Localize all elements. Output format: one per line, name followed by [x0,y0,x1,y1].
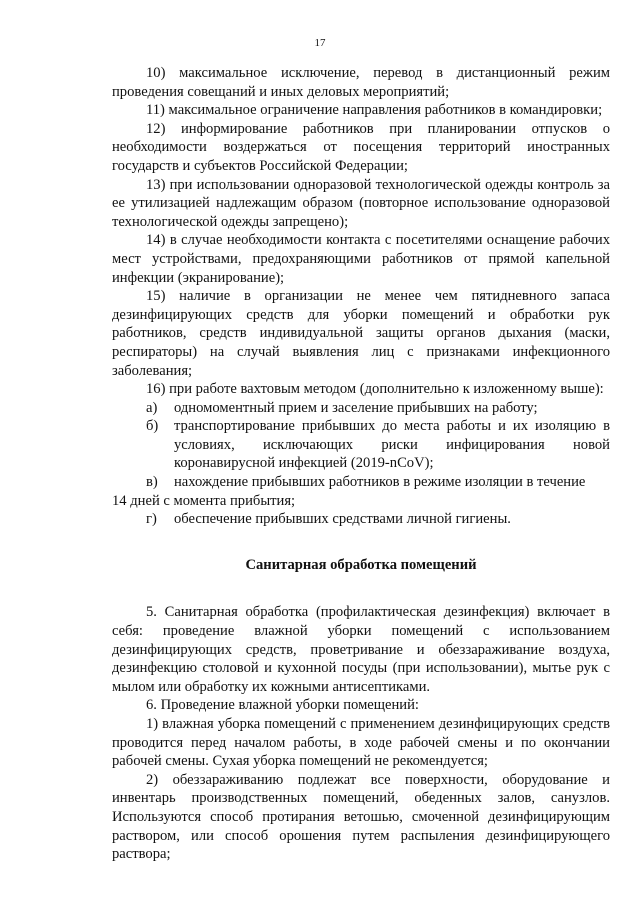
sub-item [112,399,610,418]
sub-item [112,473,610,492]
list-item: 11) максимальное ограничение направления работников в командировки; [146,102,603,119]
section-paragraph: 6. Проведение влажной уборки помещений: [146,697,419,714]
sub-item-text: нахождение прибывших работников в режиме изоляции в течение [174,474,586,491]
list-item: 16) при работе вахтовым методом (дополнительно к изложенному выше): [146,381,604,398]
sub-item [112,510,610,529]
page-number: 17 [314,37,326,49]
sub-item-text: одномоментный прием и заселение прибывших на работу; [174,399,538,416]
list-item: 14) в случае необходимости контакта с посетителями оснащение рабочих мест устройствами, предохраняющими работников от прямой капельной инфекции (экранирование); [112,232,610,286]
list-item: 10) максимальное исключение, перевод в дистанционный режим проведения совещаний и иных деловых мероприятий; [112,65,610,100]
section-heading: Санитарная обработка помещений [245,556,477,573]
document-body [112,64,610,864]
list-item: 13) при использовании одноразовой технологической одежды контроль за ее утилизацией надлежащим образом (повторное использование одноразовой технологической одежды запрещено); [112,176,610,230]
sub-item-marker: г) [146,511,157,528]
sub-item [112,417,610,473]
section-paragraph: 5. Санитарная обработка (профилактическая дезинфекция) включает в себя: проведение влажной уборки помещений с использованием дезинфицирующих средств, проветривание и обеззараживание воздуха, дезинфекцию столовой и кухонной посуды (при использовании), мытье рук с мылом или обработку их кожными антисептиками. [112,604,610,695]
list-item: 15) наличие в организации не менее чем пятидневного запаса дезинфицирующих средств для уборки помещений и обработки рук работников, средств индивидуальной защиты органов дыхания (маски, респираторы) на случай выявления лиц с признаками инфекционного заболевания; [112,288,610,379]
sub-item-marker: а) [146,399,158,416]
sub-item-marker: б) [146,418,159,435]
sub-item-text: транспортирование прибывших до места работы и их изоляцию в условиях, исключающих риски инфицирования новой коронавирусной инфекцией (2019-nCoV); [174,418,610,472]
section-paragraph: 1) влажная уборка помещений с применением дезинфицирующих средств проводится перед началом работы, в ходе рабочей смены и по окончании рабочей смены. Сухая уборка помещений не рекомендуется; [112,716,610,770]
sub-item-text: обеспечение прибывших средствами личной гигиены. [174,511,511,528]
list-item: 12) информирование работников при планировании отпусков о необходимости воздержаться от посещения территорий иностранных государств и субъектов Российской Федерации; [112,120,610,174]
section-paragraph: 2) обеззараживанию подлежат все поверхности, оборудование и инвентарь производственных помещений, обеденных залов, санузлов. Используются способ протирания ветошью, смоченной дезинфицирующим раствором, или способ орошения путем распыления дезинфицирующего раствора; [112,771,610,863]
sub-item-marker: в) [146,474,158,491]
sub-item-continuation: 14 дней с момента прибытия; [112,492,296,509]
